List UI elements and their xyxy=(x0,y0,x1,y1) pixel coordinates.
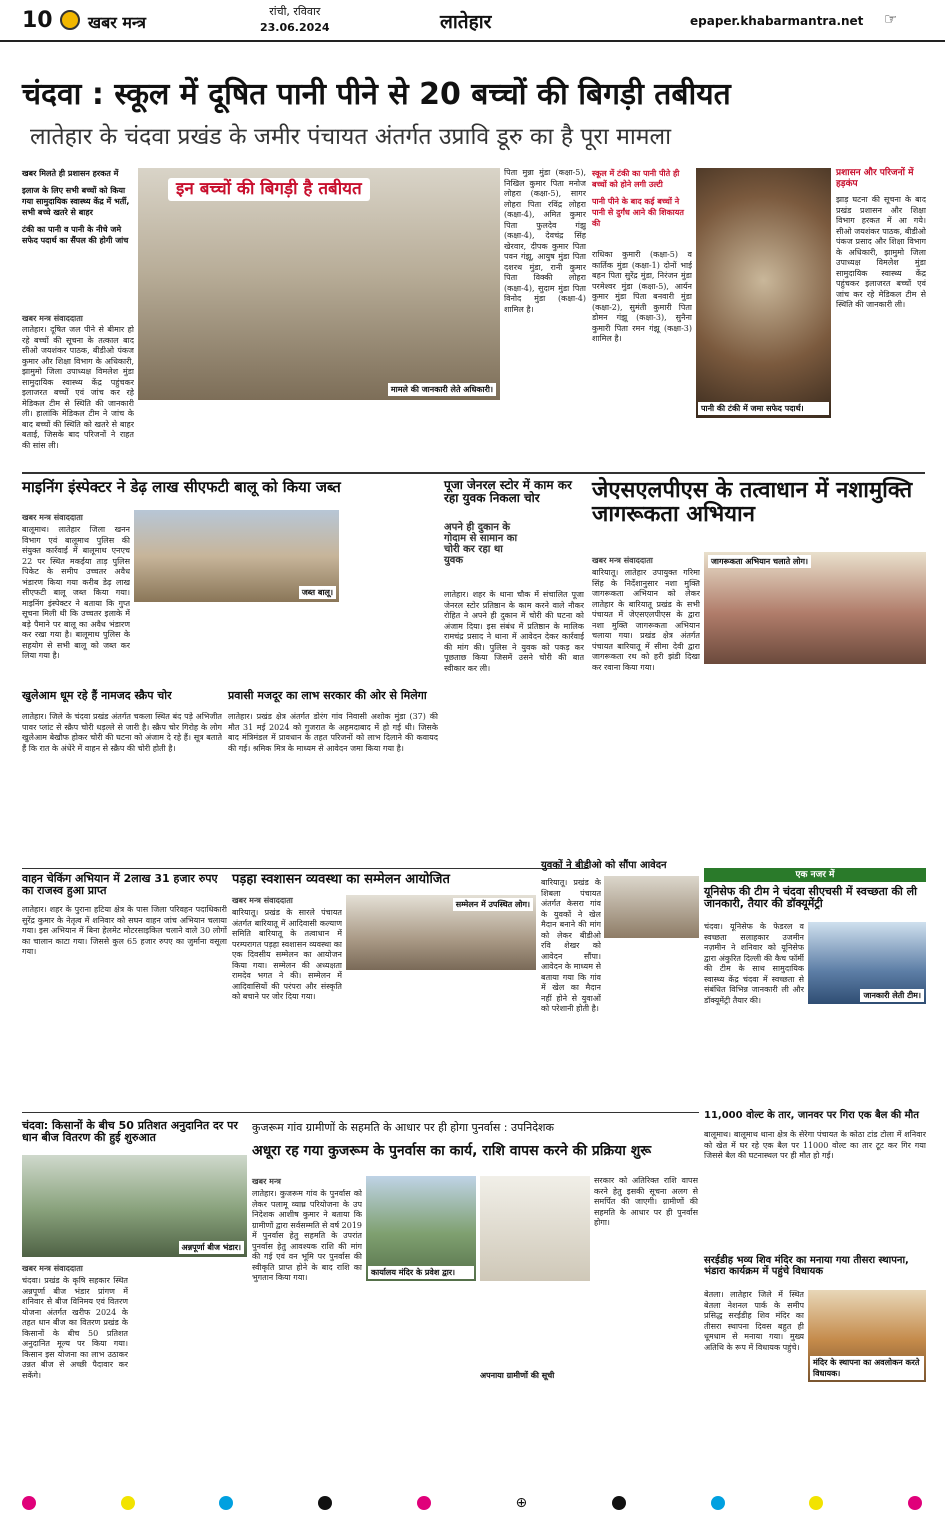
divider xyxy=(22,472,925,474)
bullet-1: खबर मिलते ही प्रशासन हरकत में xyxy=(22,169,119,178)
mining-body: बालूमाथ। लातेहार जिला खनन विभाग एवं बालूमाथ पुलिस की संयुक्त कार्रवाई में बालूमाथ एनएच 22 पर स्थित मकईया ताड़ पुलिस पिकेट के समीप उच्चतर अवैध भंडारण किया गया करीब डेढ़ लाख सीएफटी बालू जब्त किया गया। माइनिंग इंस्पेक्टर ने बताया कि गुप्त सूचना मिली थी कि उच्चतर इलाके में बड़े पैमाने पर बालू का अवैध भंडारण कर रखा गया है। बालूमाथ पुलिस के सहयोग से सभी बालू को जब्त कर लिया गया है। xyxy=(22,525,130,660)
mining-byline: खबर मन्त्र संवाददाता xyxy=(22,513,83,522)
najar-caption-3: मंदिर के स्थापना का अवलोकन करते विधायक। xyxy=(810,1356,924,1380)
farmer-body: चंदवा। प्रखंड के कृषि सहकार स्थित अन्नपूर्णा बीज भंडार प्रांगण में शनिवार से बीज विनिमय एवं वितरण योजना अंतर्गत खरीफ 2024 के तहत धान बीज का वितरण प्रखंड के किसानों के बीच 50 प्रतिशत अनुदानित मूल्य पर किया गया। किसान इस योजना का लाभ उठाकर उन्नत बीज से अच्छी पैदावार कर सकेंगे। xyxy=(22,1276,128,1380)
brand-name: खबर मन्त्र xyxy=(88,13,146,32)
migrant-headline: प्रवासी मजदूर का लाभ सरकार की ओर से मिलेगा xyxy=(228,689,427,702)
mining-body-3 xyxy=(342,510,434,685)
reg-mark-icon xyxy=(417,1496,431,1510)
padha-body-2 xyxy=(346,972,536,1108)
hand-icon: ☞ xyxy=(884,10,898,28)
mining-caption: जब्त बालू। xyxy=(299,586,336,599)
tank-caption: पानी की टंकी में जमा सफेद पदार्थ। xyxy=(698,402,829,415)
reg-mark-icon xyxy=(219,1496,233,1510)
najar-body-1: चंदवा। यूनिसेफ के फेडरल व स्वच्छता सलाहकार उजमीन नज़मीन ने शनिवार को यूनिसेफ द्वारा अंकुरित दिल्ली की कैच फॉर्मी की टीम के साथ सामुदायिक स्वास्थ्य केंद्र चंदवा में स्वच्छता से संबंधित विभिन्न जानकारी ली और डॉक्यूमेंट्री तैयार की। xyxy=(704,922,804,1005)
lead-photo-banner: इन बच्चों की बिगड़ी है तबीयत xyxy=(168,178,370,201)
section-title: लातेहार xyxy=(440,11,492,33)
najar-body-1b xyxy=(704,1036,926,1106)
mining-headline: माइनिंग इंस्पेक्टर ने डेढ़ लाख सीएफटी बालू को किया जब्त xyxy=(22,478,341,496)
page-header xyxy=(0,0,945,42)
kujrum-body-2 xyxy=(366,1284,590,1364)
farmer-body-2 xyxy=(132,1262,247,1486)
kujrum-caption-2: अपनाया ग्रामीणों की सूची xyxy=(480,1371,555,1380)
najar-h2: 11,000 वोल्ट के तार, जानवर पर गिरा एक बैल की मौत xyxy=(704,1110,919,1121)
najar-h1: यूनिसेफ की टीम ने चंदवा सीएचसी में स्वच्छता की ली जानकारी, तैयार की डॉक्यूमेंट्री xyxy=(704,885,917,911)
bullet-2: इलाज के लिए सभी बच्चों को किया गया सामुदायिक स्वास्थ्य केंद्र में भर्ती, सभी बच्चे खतरे से बाहर xyxy=(22,186,130,217)
farmer-photo xyxy=(22,1155,247,1257)
site-url[interactable]: epaper.khabarmantra.net xyxy=(690,14,864,28)
jslps-caption: जागरूकता अभियान चलाते लोग। xyxy=(708,555,811,568)
vehicle-headline: वाहन चेकिंग अभियान में 2लाख 31 हजार रुपए का राजस्व हुआ प्राप्त xyxy=(22,872,218,898)
padha-caption: सम्मेलन में उपस्थित लोग। xyxy=(453,898,533,911)
kujrum-body-4: सरकार को अतिरिक्त राशि वापस करने हेतु इसकी सूचना अलग से समर्पित की जाएगी। ग्रामीणों की सहमति के आधार पर ही पुनर्वास होगा। xyxy=(594,1176,698,1227)
tank-photo xyxy=(696,168,831,418)
padha-photo xyxy=(346,895,536,970)
pooja-body: लातेहार। शहर के थाना चौक में संचालित पूजा जेनरल स्टोर प्रतिष्ठान के काम करने वाले नौकर रोहित ने अपने ही दुकान में चोरी की घटना को अंजाम दिया। इस संबंध में प्रतिष्ठान के मालिक रामचंद्र प्रसाद ने थाना में आवेदन देकर कार्रवाई की मांग की। पुलिस ने युवक को पकड़ कर पूछताछ किया जिसमें उसने चोरी की बात स्वीकार कर ली। xyxy=(444,590,584,673)
box-1: स्कूल में टंकी का पानी पीते ही बच्चों को होने लगी उल्टी xyxy=(592,169,680,189)
lead-photo xyxy=(138,168,500,400)
najar-photo-3 xyxy=(808,1290,926,1382)
pooja-quote: अपने ही दुकान के गोदाम से सामान का चोरी कर रहा था युवक xyxy=(444,522,518,566)
farmer-byline: खबर मन्त्र संवाददाता xyxy=(22,1264,83,1273)
jslps-headline: जेएसएलपीएस के तत्वाधान में नशामुक्ति जागरूकता अभियान xyxy=(592,478,913,528)
reg-mark-icon xyxy=(908,1496,922,1510)
reg-mark-icon xyxy=(809,1496,823,1510)
kujrum-top: कुजरूम गांव ग्रामीणों के सहमति के आधार पर ही होगा पुनर्वास : उपनिदेशक xyxy=(252,1121,554,1134)
jslps-photo xyxy=(704,552,926,664)
farmer-headline: चंदवा: किसानों के बीच 50 प्रतिशत अनुदानित दर पर धान बीज वितरण की हुई शुरुआत xyxy=(22,1119,238,1145)
jslps-body-2 xyxy=(704,668,926,863)
najar-body-3b xyxy=(808,1386,926,1486)
lead-body-d: झाड़ घटना की सूचना के बाद प्रखंड प्रशासन और शिक्षा विभाग हरकत में आ गये। सीओ जयशंकर पाठक, बीडीओ पंकज प्रसाद और शिक्षा विभाग के अधिकारी, झामुमो जिला उपाध्यक्ष विमलेश मुंडा सामुदायिक स्वास्थ्य केंद्र पहुंचकर इलाजरत बच्चों एवं जांच कर रहे मेडिकल टीम से स्थिति की जानकारी ली। xyxy=(836,195,926,309)
yuvak-body-2 xyxy=(604,940,699,1108)
najar-photo-1 xyxy=(808,922,926,1004)
yuvak-body: बारियातू। प्रखंड के शिबला पंचायत अंतर्गत केसरा गांव के युवकों ने खेल मैदान बनाने की मांग को लेकर बीडीओ रवि शेखर को आवेदन सौंपा। आवेदन के माध्यम से बताया गया कि गांव में खेल का मैदान नहीं होने से युवाओं को परेशानी होती है। xyxy=(541,878,601,1013)
jslps-body: बारियातू। लातेहार उपायुक्त गरिमा सिंह के निर्देशानुसार नशा मुक्ति जागरूकता अभियान को लेकर लातेहार के बारियातू प्रखंड के सभी पंचायत में जेएसएलपीएस के द्वारा नशा मुक्ति जागरूकता अभियान चलाया गया। प्रखंड क्षेत्र अंतर्गत पंचायत बारियातू में सीमा देवी द्वारा जागरूकता रथ को हरी झंडी दिखा कर रवाना किया गया। xyxy=(592,568,700,672)
divider xyxy=(22,868,589,869)
mining-photo xyxy=(134,510,339,602)
kujrum-photo-2 xyxy=(480,1176,590,1281)
najar-body-2: बालूमाथ। बालूमाथ थाना क्षेत्र के सेरेगा पंचायत के कोठा टांड टोला में शनिवार को खेत में घर रहे एक बैल पर 11000 वोल्ट का तार टूट कर गिर गया जिससे बैल की घटनास्थल पर ही मौत हो गई। xyxy=(704,1130,926,1160)
scrap-headline: खुलेआम धूम रहे हैं नामजद स्क्रैप चोर xyxy=(22,689,172,702)
reg-mark-icon xyxy=(121,1496,135,1510)
dateline xyxy=(260,4,330,36)
yuvak-headline: युवकों ने बीडीओ को सौंपा आवेदन xyxy=(541,860,667,871)
lead-subhead: लातेहार के चंदवा प्रखंड के जमीर पंचायत अंतर्गत उप्रावि डूरु का है पूरा मामला xyxy=(30,124,672,150)
najar-caption-1: जानकारी लेती टीम। xyxy=(860,989,924,1002)
vehicle-body: लातेहार। शहर के पुराना हटिया क्षेत्र के पास जिला परिवहन पदाधिकारी सुरेंद्र कुमार के नेतृत्व में शनिवार को सघन वाहन जांच अभियान चलाया गया। इस अभियान में बिना हेलमेट मोटरसाइकिल चलाने वाले 30 लोगों का चालान काटा गया। जिससे कुल 65 हजार रुपए का जुर्माना वसूला गया। xyxy=(22,905,227,956)
kujrum-caption-1: कार्यालय मंदिर के प्रवेश द्वार। xyxy=(368,1266,474,1279)
lead-body-b: पिता मुन्ना मुंडा (कक्षा-5), निखिल कुमार पिता मनोज लोहरा (कक्षा-5), सागर लोहरा पिता रविंद्र लोहरा (कक्षा-4), अमित कुमार पिता फुलदेव गंझू (कक्षा-4), देवचंद्र सिंह खेरवार, दीपक कुमार पिता पवन गंझू, आयुष मुंडा पिता दशरथ मुंडा, रानी कुमार पिता विक्की लोहरा (कक्षा-4), सुदाम मुंडा पिता विनोद मुंडा (कक्षा-4) शामिल है। xyxy=(504,168,586,314)
najar-label-text: एक नजर में xyxy=(795,870,835,880)
yuvak-photo xyxy=(604,876,699,938)
color-bar xyxy=(22,1495,922,1511)
farmer-caption: अन्नपूर्णा बीज भंडार। xyxy=(179,1241,245,1254)
dateline-date: 23.06.2024 xyxy=(260,21,330,34)
najar-h3: सरईडीह भव्य शिव मंदिर का मनाया गया तीसरा स्थापना, भंडारा कार्यक्रम में पहुंचे विधायक xyxy=(704,1255,909,1277)
bullet-3: टंकी का पानी व पानी के नीचे जमे सफेद पदार्थ का सैंपल की होगी जांच xyxy=(22,225,129,245)
box-2: पानी पीने के बाद कई बच्चों ने पानी से दुर्गंध आने की शिकायत की xyxy=(592,197,684,228)
reg-mark-icon xyxy=(711,1496,725,1510)
lead-body-c: राधिका कुमारी (कक्षा-5) व कार्तिक मुंडा (कक्षा-1) दोनों भाई बहन पिता सुरेंद्र मुंडा, निरंजन मुंडा परमेश्वर मुंडा (कक्षा-5), आर्यन कुमार मुंडा पिता बनवारी मुंडा (कक्षा-2), सुमंती कुमारी पिता डोमन गंझू (कक्षा-3), सुनैना कुमारी पिता रमन गंझू (कक्षा-3) शामिल है। xyxy=(592,250,692,343)
lead-photo-caption: मामले की जानकारी लेते अधिकारी। xyxy=(388,383,496,396)
lead-byline: खबर मन्त्र संवाददाता xyxy=(22,314,83,323)
divider xyxy=(22,1112,699,1113)
lead-body-a: लातेहार। दूषित जल पीने से बीमार हो रहे बच्चों की सूचना के तत्काल बाद सीओ जयशंकर पाठक, बीडीओ पंकज कुमार और शिक्षा विभाग के अधिकारी, झामुमो जिला उपाध्यक्ष विमलेश मुंडा सामुदायिक स्वास्थ्य केंद्र पहुंचकर इलाजरत बच्चों एवं जांच कर रहे मेडिकल टीम से स्थिति की जानकारी ली। हालांकि मेडिकल टीम ने जांच के बाद बच्चों की स्थिति को खतरे से बाहर बताई, जिसके बाद परिजनों ने राहत की सांस ली। xyxy=(22,325,134,450)
kujrum-body-3 xyxy=(366,1385,590,1485)
print-marks xyxy=(0,1492,945,1517)
najar-label xyxy=(704,868,926,882)
page-number: 10 xyxy=(22,8,53,33)
padha-body: बारियातू। प्रखंड के सारले पंचायत अंतर्गत बारियातू में आदिवासी कल्याण समिति बारियातू के तत्वाधान में परम्परागत पड़हा स्वशासन व्यवस्था का एक दिवसीय सम्मेलन का आयोजन किया गया। सम्मेलन की अध्यक्षता रामदेव भगत ने की। सम्मेलन में आदिवासियों की परंपरा और संस्कृति को बचाने पर जोर दिया गया। xyxy=(232,908,342,1001)
kujrum-byline: खबर मन्त्र xyxy=(252,1177,281,1186)
lead-headline: चंदवा : स्कूल में दूषित पानी पीने से 20 बच्चों की बिगड़ी तबीयत xyxy=(22,77,731,112)
brand-logo-icon xyxy=(60,10,80,30)
migrant-body: लातेहार। प्रखंड क्षेत्र अंतर्गत डोरंग गांव निवासी अशोक मुंडा (37) की मौत 31 मई 2024 को गुजरात के अहमदाबाद में हो गई थी। जिसके बाद मंत्रिमंडल में प्रावधान के तहत परिजनों को लाभ दिलाने की कवायद की गई। श्रमिक मित्र के माध्यम से आवेदन जमा किया गया है। xyxy=(228,712,438,753)
kujrum-body: लातेहार। कुजरूम गांव के पुनर्वास को लेकर पलामू व्याघ्र परियोजना के उप निदेशक आशीष कुमार ने बताया कि ग्रामीणों द्वारा सर्वसम्मति से वर्ष 2019 में पुनर्वास हेतु सहमति के उपरांत पुनर्वास हेतु आवश्यक राशि की मांग की गई एवं वन भूमि पर पुनर्वास की स्वीकृति प्राप्त होने के बाद राशि का भुगतान किया गया। xyxy=(252,1189,362,1282)
jslps-byline: खबर मन्त्र संवाददाता xyxy=(592,556,653,565)
najar-body-3: बेतला। लातेहार जिले में स्थित बेतला नेशनल पार्क के समीप प्रसिद्ध सरईडीह शिव मंदिर का तीसरा स्थापना दिवस बहुत ही धूमधाम से मनाया गया। मुख्य अतिथि के रूप में विधायक पहुंचे। xyxy=(704,1290,804,1352)
side-title: प्रशासन और परिजनों में हड़कंप xyxy=(836,168,914,189)
scrap-body: लातेहार। जिले के चंदवा प्रखंड अंतर्गत चकला स्थित बंद पड़े अभिजीत पावर प्लांट से स्क्रैप चोरी धड़ल्ले से जारी है। स्क्रैप चोर गिरोह के लोग खुलेआम बेखौफ होकर चोरी की घटना को अंजाम दे रहे हैं। सूत्र बताते हैं कि रात के अंधेरे में वाहन से स्क्रैप की चोरी होती है। xyxy=(22,712,222,753)
padha-headline: पड़हा स्वशासन व्यवस्था का सम्मेलन आयोजित xyxy=(232,872,450,887)
reg-mark-icon xyxy=(612,1496,626,1510)
padha-byline: खबर मन्त्र संवाददाता xyxy=(232,896,293,905)
reg-mark-icon xyxy=(318,1496,332,1510)
reg-mark-icon xyxy=(22,1496,36,1510)
lead-boxes xyxy=(592,168,690,229)
pooja-headline: पूजा जेनरल स्टोर में काम कर रहा युवक निकला चोर xyxy=(444,478,572,506)
dateline-place: रांची, रविवार xyxy=(269,5,321,18)
lead-bullets xyxy=(22,168,134,246)
crosshair-icon: ⊕ xyxy=(515,1495,528,1511)
kujrum-headline: अधूरा रह गया कुजरूम के पुनर्वास का कार्य, राशि वापस करने की प्रक्रिया शुरू xyxy=(252,1143,652,1159)
kujrum-photo-1 xyxy=(366,1176,476,1281)
lead-photo-strip xyxy=(138,404,500,444)
